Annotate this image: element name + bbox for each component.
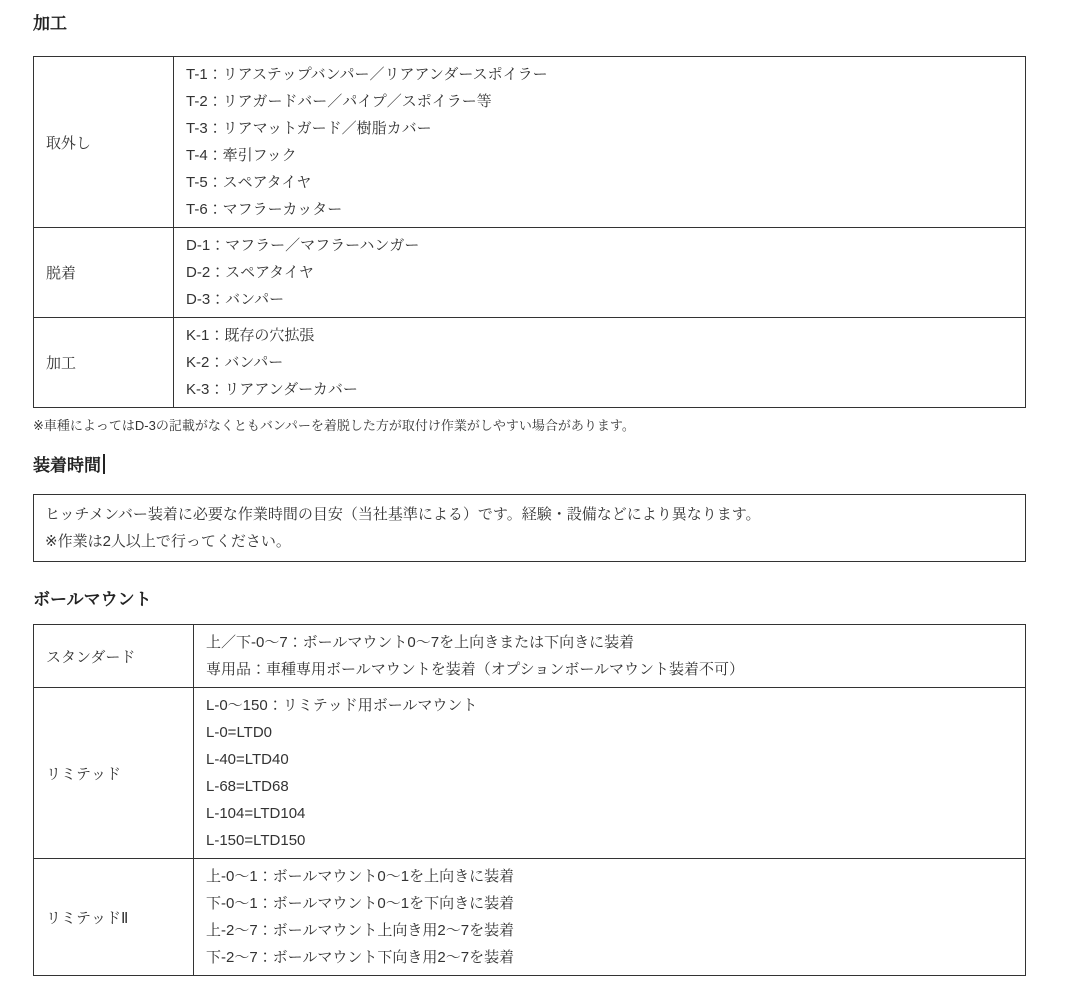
spec-line: K-3：リアアンダーカバー <box>186 381 358 398</box>
spec-line: 下-2～7：ボールマウント下向き用2～7を装着 <box>206 949 515 966</box>
spec-line: L-68=LTD68 <box>206 778 289 795</box>
row-label-processing: 加工 <box>34 318 174 408</box>
section-title-text: 装着時間 <box>33 456 101 475</box>
row-label-standard: スタンダード <box>34 625 194 688</box>
spec-line: L-104=LTD104 <box>206 805 306 822</box>
section-title-install-time <box>33 454 1034 477</box>
section-title-ball-mount: ボールマウント <box>33 590 152 609</box>
spec-line: 上-0～1：ボールマウント0～1を上向きに装着 <box>206 868 515 885</box>
text-cursor <box>103 454 105 474</box>
spec-line: 専用品：車種専用ボールマウントを装着（オプションボールマウント装着不可） <box>206 661 745 678</box>
table-row <box>34 57 1026 228</box>
info-line: ※作業は2人以上で行ってください。 <box>45 533 291 550</box>
spec-line: 上／下-0～7：ボールマウント0～7を上向きまたは下向きに装着 <box>206 634 635 651</box>
spec-line: T-6：マフラーカッター <box>186 201 343 218</box>
spec-line: L-40=LTD40 <box>206 751 289 768</box>
table-row <box>34 318 1026 408</box>
row-label-limited: リミテッド <box>34 688 194 859</box>
row-label-removal: 取外し <box>34 57 174 228</box>
row-items <box>194 625 1026 688</box>
spec-line: 上-2～7：ボールマウント上向き用2～7を装着 <box>206 922 515 939</box>
table-row <box>34 688 1026 859</box>
processing-table <box>33 56 1026 408</box>
spec-line: D-1：マフラー／マフラーハンガー <box>186 237 420 254</box>
info-line: ヒッチメンバー装着に必要な作業時間の目安（当社基準による）です。経験・設備などにより異なります。 <box>45 506 761 523</box>
spec-line: T-4：牽引フック <box>186 147 297 164</box>
row-items <box>174 57 1026 228</box>
table-row <box>34 228 1026 318</box>
row-items <box>174 318 1026 408</box>
row-label-limited-2: リミテッドⅡ <box>34 859 194 976</box>
table-row <box>34 625 1026 688</box>
table-row <box>34 859 1026 976</box>
spec-line: L-150=LTD150 <box>206 832 306 849</box>
spec-line: K-1：既存の穴拡張 <box>186 327 315 344</box>
ball-mount-table <box>33 624 1026 976</box>
footnote-d3: ※車種によってはD-3の記載がなくともバンパーを着脱した方が取付け作業がしやすい場合があります。 <box>33 418 635 433</box>
spec-line: K-2：バンパー <box>186 354 284 371</box>
section-title-processing: 加工 <box>33 14 67 33</box>
spec-line: L-0～150：リミテッド用ボールマウント <box>206 697 478 714</box>
spec-line: T-5：スペアタイヤ <box>186 174 312 191</box>
install-time-box <box>33 494 1026 562</box>
row-items <box>194 859 1026 976</box>
spec-line: D-3：バンパー <box>186 291 285 308</box>
spec-line: T-3：リアマットガード／樹脂カバー <box>186 120 432 137</box>
spec-line: 下-0～1：ボールマウント0～1を下向きに装着 <box>206 895 515 912</box>
spec-line: L-0=LTD0 <box>206 724 273 741</box>
spec-line: T-1：リアステップバンパー／リアアンダースポイラー <box>186 66 548 83</box>
spec-line: D-2：スペアタイヤ <box>186 264 314 281</box>
spec-line: T-2：リアガードバー／パイプ／スポイラー等 <box>186 93 492 110</box>
row-label-detach: 脱着 <box>34 228 174 318</box>
row-items <box>174 228 1026 318</box>
row-items <box>194 688 1026 859</box>
